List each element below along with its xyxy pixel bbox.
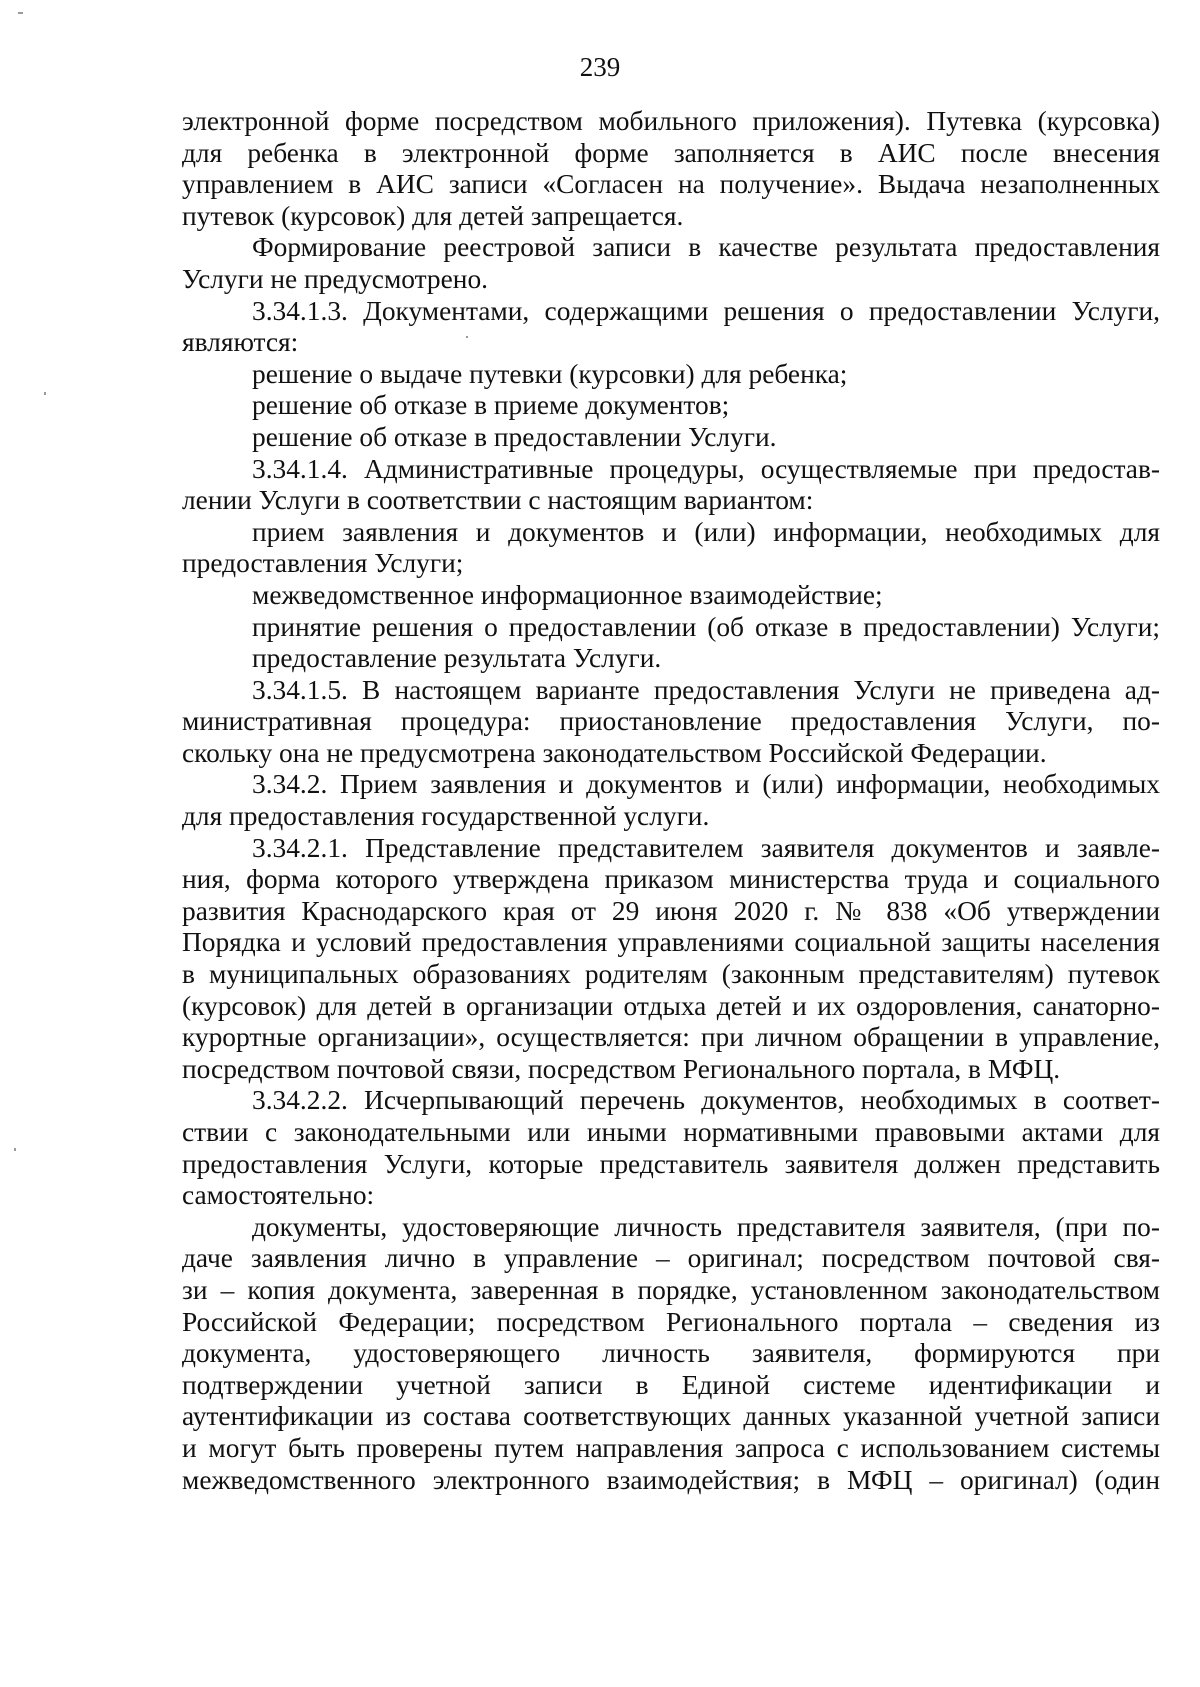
text-line: развития Краснодарского края от 29 июня 2020 г. № 838 «Об утверждении xyxy=(182,895,1160,926)
text-line: предоставления Услуги; xyxy=(182,548,464,579)
scan-artifact xyxy=(14,1148,16,1151)
scan-artifact xyxy=(18,12,23,14)
text-line: 3.34.1.3. Документами, содержащими решения о предоставлении Услуги, xyxy=(252,295,1160,326)
text-line: Услуги не предусмотрено. xyxy=(182,263,488,294)
text-line: скольку она не предусмотрена законодательством Российской Федерации. xyxy=(182,737,1047,768)
text-line: путевок (курсовок) для детей запрещается. xyxy=(182,200,684,231)
text-line: решение об отказе в приеме документов; xyxy=(252,390,730,421)
text-line: Порядка и условий предоставления управлениями социальной защиты населения xyxy=(182,927,1160,958)
body-text xyxy=(182,106,1160,1496)
text-line: межведомственного электронного взаимодействия; в МФЦ – оригинал) (один xyxy=(182,1464,1160,1495)
text-line: для предоставления государственной услуги. xyxy=(182,801,710,832)
text-line: ствии с законодательными или иными нормативными правовыми актами для xyxy=(182,1117,1160,1147)
text-line: прием заявления и документов и (или) информации, необходимых для xyxy=(252,516,1160,547)
text-line: подтверждении учетной записи в Единой системе идентификации и xyxy=(182,1369,1160,1400)
text-line: зи – копия документа, заверенная в порядке, установленном законодательством xyxy=(182,1274,1160,1305)
text-line: ния, форма которого утверждена приказом министерства труда и социального xyxy=(182,864,1160,895)
text-line: 3.34.2. Прием заявления и документов и (или) информации, необходимых xyxy=(252,769,1160,800)
text-line: документы, удостоверяющие личность представителя заявителя, (при по- xyxy=(252,1211,1160,1242)
text-line: (курсовок) для детей в организации отдыха детей и их оздоровления, санаторно- xyxy=(182,990,1160,1021)
text-line: Российской Федерации; посредством Регионального портала – сведения из xyxy=(182,1306,1160,1337)
text-line: решение об отказе в предоставлении Услуги. xyxy=(252,421,777,452)
text-line: 3.34.1.4. Административные процедуры, осуществляемые при предостав- xyxy=(252,453,1160,484)
text-line: управлением в АИС записи «Согласен на получение». Выдача незаполненных xyxy=(182,169,1160,200)
text-line: Формирование реестровой записи в качестве результата предоставления xyxy=(252,232,1160,263)
text-line: в муниципальных образованиях родителям (законным представителям) путевок xyxy=(182,959,1160,990)
text-line: документа, удостоверяющего личность заявителя, формируются при xyxy=(182,1338,1160,1369)
text-line: межведомственное информационное взаимодействие; xyxy=(252,579,883,610)
text-line: 3.34.2.1. Представление представителем заявителя документов и заявле- xyxy=(252,832,1160,863)
scan-artifact xyxy=(44,392,46,395)
text-line: 3.34.1.5. В настоящем варианте предоставления Услуги не приведена ад- xyxy=(252,674,1160,705)
text-line: посредством почтовой связи, посредством Регионального портала, в МФЦ. xyxy=(182,1053,1061,1084)
text-line: и могут быть проверены путем направления запроса с использованием системы xyxy=(182,1432,1160,1463)
text-line: принятие решения о предоставлении (об отказе в предоставлении) Услуги; xyxy=(252,611,1160,642)
text-line: электронной форме посредством мобильного приложения). Путевка (курсовка) xyxy=(182,106,1160,136)
text-line: даче заявления лично в управление – оригинал; посредством почтовой свя- xyxy=(182,1243,1160,1274)
text-line: аутентификации из состава соответствующих данных указанной учетной записи xyxy=(182,1401,1160,1432)
text-line: лении Услуги в соответствии с настоящим вариантом: xyxy=(182,485,814,516)
text-line: предоставления Услуги, которые представитель заявителя должен представить xyxy=(182,1148,1160,1179)
text-line: самостоятельно: xyxy=(182,1180,375,1211)
text-line: являются: xyxy=(182,327,299,358)
text-line: министративная процедура: приостановление предоставления Услуги, по- xyxy=(182,706,1160,737)
text-line: 3.34.2.2. Исчерпывающий перечень документов, необходимых в соответ- xyxy=(252,1085,1160,1116)
text-line: решение о выдаче путевки (курсовки) для ребенка; xyxy=(252,358,848,389)
text-line: предоставление результата Услуги. xyxy=(252,643,662,674)
text-line: для ребенка в электронной форме заполняется в АИС после внесения xyxy=(182,137,1160,168)
text-line: курортные организации», осуществляется: при личном обращении в управление, xyxy=(182,1022,1160,1053)
page-number: 239 xyxy=(579,52,621,82)
